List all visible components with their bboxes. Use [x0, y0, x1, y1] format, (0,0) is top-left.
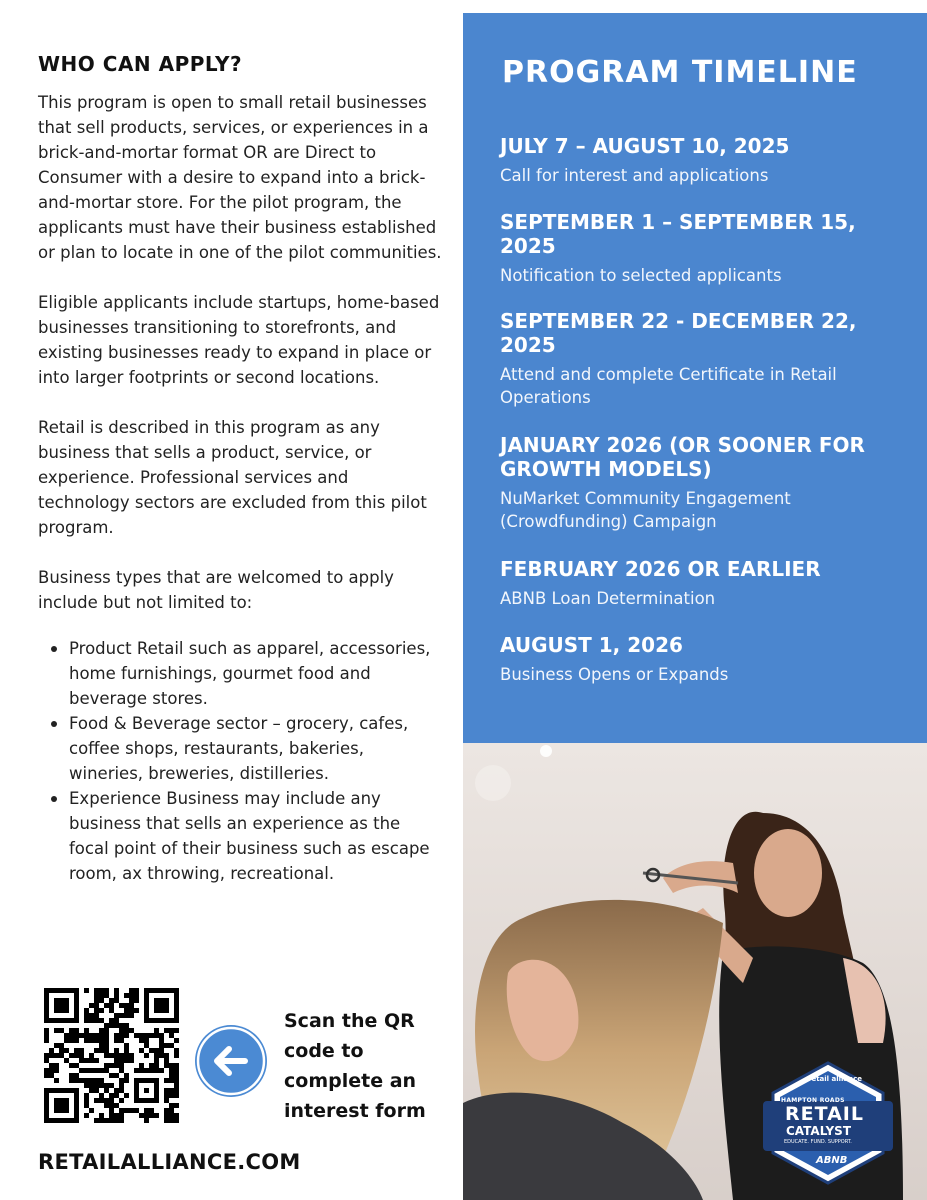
business-types-intro: Business types that are welcomed to apply include but not limited to: [38, 568, 394, 612]
eligible-applicants-paragraph: Eligible applicants include startups, home-based businesses transitioning to storefronts, and existing businesses ready to expand in place or into larger footprints or second locations. [38, 293, 440, 387]
timeline-description: ABNB Loan Determination [500, 589, 716, 608]
timeline-date: JANUARY 2026 (OR SOONER FOR GROWTH MODELS) [500, 433, 865, 481]
who-can-apply-heading: WHO CAN APPLY? [38, 52, 243, 76]
program-timeline-panel [463, 13, 927, 743]
badge-catalyst-text: CATALYST [786, 1124, 851, 1138]
timeline-description: Notification to selected applicants [500, 266, 782, 285]
website-link[interactable]: RETAILALLIANCE.COM [38, 1150, 301, 1174]
timeline-date: SEPTEMBER 22 - DECEMBER 22, 2025 [500, 309, 857, 357]
scan-qr-instruction: Scan the QR code to complete an interest form [284, 1010, 426, 1122]
timeline-item [500, 633, 900, 686]
who-can-apply-section [38, 52, 443, 886]
salon-photo [463, 743, 927, 1200]
timeline-date: JULY 7 – AUGUST 10, 2025 [500, 134, 790, 158]
timeline-date: FEBRUARY 2026 OR EARLIER [500, 557, 821, 581]
list-item: Product Retail such as apparel, accessories, home furnishings, gourmet food and beverage stores. [38, 636, 443, 711]
list-item: Experience Business may include any business that sells an experience as the focal point of their business such as escape room, ax throwing, recreational. [38, 786, 443, 886]
timeline-description: Attend and complete Certificate in Retail Operations [500, 365, 837, 407]
timeline-item [500, 210, 900, 287]
retail-definition-paragraph: Retail is described in this program as any business that sells a product, service, or experience. Professional services and technology sectors are excluded from this pilot program. [38, 418, 427, 537]
badge-brand-text: retail alliance [808, 1075, 863, 1083]
timeline-item [500, 309, 900, 409]
timeline-item [500, 134, 900, 187]
badge-tagline-text: EDUCATE. FUND. SUPPORT. [784, 1139, 852, 1145]
list-item: Food & Beverage sector – grocery, cafes, coffee shops, restaurants, bakeries, wineries, breweries, distilleries. [38, 711, 443, 786]
timeline-item [500, 433, 900, 533]
timeline-date: AUGUST 1, 2026 [500, 633, 683, 657]
program-timeline-heading: PROGRAM TIMELINE [502, 55, 858, 90]
badge-retail-text: RETAIL [785, 1103, 864, 1125]
timeline-description: Call for interest and applications [500, 166, 769, 185]
timeline-item [500, 557, 900, 610]
timeline-description: NuMarket Community Engagement (Crowdfunding) Campaign [500, 489, 791, 531]
arrow-left-icon [195, 1025, 267, 1097]
timeline-date: SEPTEMBER 1 – SEPTEMBER 15, 2025 [500, 210, 856, 258]
eligibility-paragraph: This program is open to small retail businesses that sell products, services, or experiences in a brick-and-mortar format OR are Direct to Consumer with a desire to expand into a brick-and-mortar store. For the pilot program, the applicants must have their business established or plan to locate in one of the pilot communities. [38, 93, 442, 262]
timeline-description: Business Opens or Expands [500, 665, 729, 684]
qr-code-icon[interactable] [44, 988, 179, 1123]
badge-region-text: HAMPTON ROADS [781, 1097, 845, 1104]
business-types-list [38, 636, 443, 886]
abnb-logo: ABNB [816, 1155, 848, 1166]
